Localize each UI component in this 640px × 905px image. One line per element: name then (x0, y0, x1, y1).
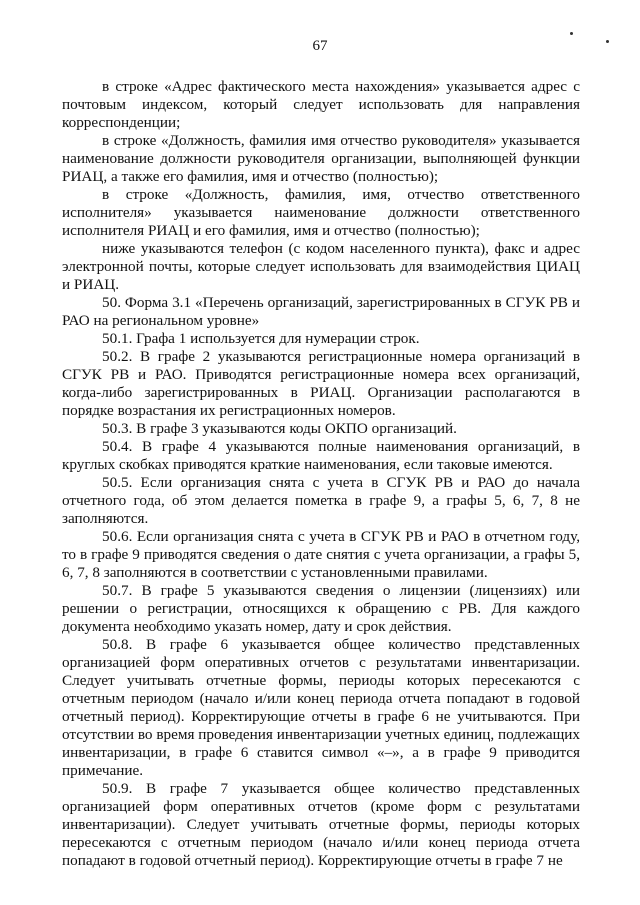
paragraph: в строке «Должность, фамилия имя отчество руководителя» указывается наименование должности руководителя организации, выполняющей функции РИАЦ, а также его фамилия, имя и отчество (полностью); (62, 132, 580, 185)
paragraph: 50.8. В графе 6 указывается общее количество представленных организацией форм оперативных отчетов с результатами инвентаризации. Следует учитывать отчетные формы, периоды которых пересекаются с отчетным периодом (начало и/или конец периода отчета попадают в годовой отчетный период). Корректирующие отчеты в графе 6 не учитываются. При отсутствии во время проведения инвентаризации учетных единиц, подлежащих инвентаризации, в графе 6 ставится символ «–», а в графе 9 приводится примечание. (62, 636, 580, 779)
paragraph: 50.2. В графе 2 указываются регистрационные номера организаций в СГУК РВ и РАО. Приводятся регистрационные номера всех организаций, когда-либо зарегистрированных в РИАЦ. Организации располагаются в порядке возрастания их регистрационных номеров. (62, 348, 580, 419)
paragraph: в строке «Адрес фактического места нахождения» указывается адрес с почтовым индексом, который следует использовать для направления корреспонденции; (62, 78, 580, 131)
paragraph: 50.7. В графе 5 указываются сведения о лицензии (лицензиях) или решении о регистрации, относящихся к обращению с РВ. Для каждого документа необходимо указать номер, дату и срок действия. (62, 582, 580, 635)
page-number: 67 (312, 38, 328, 54)
paragraph: 50.5. Если организация снята с учета в СГУК РВ и РАО до начала отчетного года, об этом делается пометка в графе 9, а графы 5, 6, 7, 8 не заполняются. (62, 474, 580, 527)
document-body (62, 78, 580, 870)
paragraph: 50.4. В графе 4 указываются полные наименования организаций, в круглых скобках приводятся краткие наименования, если таковые имеются. (62, 438, 580, 473)
paragraph: 50.3. В графе 3 указываются коды ОКПО организаций. (102, 420, 457, 437)
paragraph: 50. Форма 3.1 «Перечень организаций, зарегистрированных в СГУК РВ и РАО на региональном уровне» (62, 294, 580, 329)
paragraph: ниже указываются телефон (с кодом населенного пункта), факс и адрес электронной почты, которые следует использовать для взаимодействия ЦИАЦ и РИАЦ. (62, 240, 580, 293)
paragraph: 50.6. Если организация снята с учета в СГУК РВ и РАО в отчетном году, то в графе 9 приводятся сведения о дате снятия с учета организации, а графы 5, 6, 7, 8 заполняются в соответствии с установленными правилами. (62, 528, 580, 581)
paragraph: в строке «Должность, фамилия, имя, отчество ответственного исполнителя» указывается наименование должности ответственного исполнителя РИАЦ и его фамилия, имя и отчество (полностью); (62, 186, 580, 239)
paragraph: 50.1. Графа 1 используется для нумерации строк. (102, 330, 420, 347)
scan-mark (570, 32, 573, 35)
paragraph: 50.9. В графе 7 указывается общее количество представленных организацией форм оперативных отчетов (кроме форм с результатами инвентаризации). Следует учитывать отчетные формы, периоды которых пересекаются с отчетным периодом (начало и/или конец периода отчета попадают в годовой отчетный период). Корректирующие отчеты в графе 7 не (62, 780, 580, 869)
